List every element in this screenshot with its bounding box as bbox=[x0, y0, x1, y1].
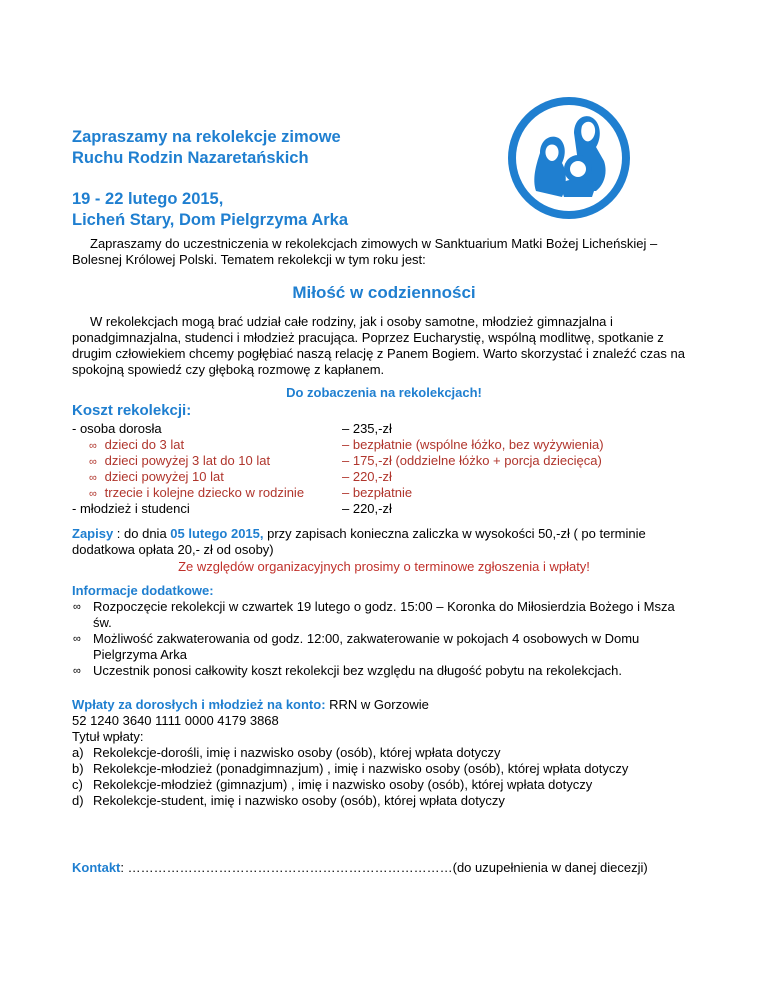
cost-row bbox=[72, 453, 692, 469]
registration-paragraph: Zapisy : do dnia 05 lutego 2015, przy zapisach konieczna zaliczka w wysokości 50,-zł ( po terminie dodatkowa opłata 20,- zł od osoby) bbox=[72, 526, 646, 557]
info-list bbox=[72, 599, 692, 679]
intro-paragraph: Zapraszamy do uczestniczenia w rekolekcjach zimowych w Sanktuarium Matki Bożej Licheńskiej – Bolesnej Królowej Polski. Tematem rekolekcji w tym roku jest: bbox=[72, 236, 658, 267]
header-line1: Zapraszamy na rekolekcje zimowe bbox=[72, 128, 341, 146]
list-item: b) Rekolekcje-młodzież (ponadgimnazjum) , imię i nazwisko osoby (osób), której wpłata dotyczy bbox=[72, 761, 629, 776]
list-item: ∞ Uczestnik ponosi całkowity koszt rekolekcji bez względu na długość pobytu na rekolekcjach. bbox=[73, 663, 622, 678]
event-date: 19 - 22 lutego 2015, bbox=[72, 190, 224, 208]
payment-title-list bbox=[72, 745, 692, 809]
cost-label: dzieci do 3 lat bbox=[104, 437, 185, 452]
infinity-bullet-icon: ∞ bbox=[89, 472, 97, 484]
theme-title: Miłość w codzienności bbox=[292, 283, 476, 302]
contact-dots: : ………………………………………………………………… bbox=[120, 860, 453, 875]
cost-row bbox=[72, 469, 692, 485]
payment-section bbox=[72, 697, 692, 809]
cost-label: dzieci powyżej 3 lat do 10 lat bbox=[104, 453, 271, 468]
info-heading: Informacje dodatkowe: bbox=[72, 583, 214, 598]
account-number: 52 1240 3640 1111 0000 4179 3868 bbox=[72, 713, 279, 728]
cost-label: - osoba dorosła bbox=[72, 421, 162, 436]
body-paragraph: W rekolekcjach mogą brać udział całe rodziny, jak i osoby samotne, młodzież gimnazjalna i ponadgimnazjalna, studenci i młodzież pracująca. Poprzez Eucharystię, wspólną modlitwę, spotkanie z drugim człowiekiem chcemy pogłębiać naszą relację z Panem Bogiem. Warto skorzystać i znaleźć czas na spokojną spowiedź czy głęboką rozmowę z kapłanem. bbox=[72, 314, 685, 377]
infinity-bullet-icon: ∞ bbox=[89, 488, 97, 500]
infinity-bullet-icon: ∞ bbox=[89, 440, 97, 452]
cost-label: trzecie i kolejne dziecko w rodzinie bbox=[104, 485, 305, 500]
cost-table bbox=[72, 421, 692, 517]
list-item: ∞ Rozpoczęcie rekolekcji w czwartek 19 lutego o godz. 15:00 – Koronka do Miłosierdzia Bożego i Msza św. bbox=[73, 599, 675, 630]
registration-deadline: 05 lutego 2015, bbox=[170, 526, 264, 541]
cost-label: - młodzież i studenci bbox=[72, 501, 190, 516]
see-you-text: Do zobaczenia na rekolekcjach! bbox=[286, 385, 482, 400]
registration-note: Ze względów organizacyjnych prosimy o terminowe zgłoszenia i wpłaty! bbox=[178, 559, 590, 574]
contact-line bbox=[72, 860, 692, 875]
list-item: ∞ Możliwość zakwaterowania od godz. 12:00, zakwaterowanie w pokojach 4 osobowych w Domu Pielgrzyma Arka bbox=[73, 631, 640, 662]
header-line2: Ruchu Rodzin Nazaretańskich bbox=[72, 149, 309, 167]
list-item: d) Rekolekcje-student, imię i nazwisko osoby (osób), której wpłata dotyczy bbox=[72, 793, 505, 808]
cost-heading: Koszt rekolekcji: bbox=[72, 402, 192, 419]
header bbox=[72, 127, 492, 231]
cost-row bbox=[72, 501, 692, 517]
cost-row bbox=[72, 485, 692, 501]
list-item: c) Rekolekcje-młodzież (gimnazjum) , imię i nazwisko osoby (osób), której wpłata dotyczy bbox=[72, 777, 593, 792]
cost-price: – bezpłatnie bbox=[342, 485, 413, 500]
contact-label: Kontakt bbox=[72, 860, 121, 875]
payment-label: Wpłaty za dorosłych i młodzież na konto: bbox=[72, 697, 326, 712]
list-item: a) Rekolekcje-dorośli, imię i nazwisko osoby (osób), której wpłata dotyczy bbox=[72, 745, 501, 760]
infinity-bullet-icon: ∞ bbox=[73, 665, 81, 677]
cost-price: – 235,-zł bbox=[342, 421, 392, 436]
registration-label: Zapisy bbox=[72, 526, 114, 541]
cost-price: – 220,-zł bbox=[342, 469, 392, 484]
payment-recipient: RRN w Gorzowie bbox=[325, 697, 429, 712]
infinity-bullet-icon: ∞ bbox=[73, 633, 81, 645]
cost-row bbox=[72, 437, 692, 453]
cost-price: – 175,-zł (oddzielne łóżko + porcja dziecięca) bbox=[342, 453, 602, 468]
infinity-bullet-icon: ∞ bbox=[89, 456, 97, 468]
event-place: Licheń Stary, Dom Pielgrzyma Arka bbox=[72, 211, 349, 229]
payment-title-label: Tytuł wpłaty: bbox=[72, 729, 144, 744]
cost-row bbox=[72, 421, 692, 437]
contact-note: (do uzupełnienia w danej diecezji) bbox=[452, 860, 648, 875]
infinity-bullet-icon: ∞ bbox=[73, 601, 81, 613]
cost-price: – bezpłatnie (wspólne łóżko, bez wyżywienia) bbox=[342, 437, 604, 452]
cost-label: dzieci powyżej 10 lat bbox=[104, 469, 224, 484]
cost-price: – 220,-zł bbox=[342, 501, 392, 516]
holy-family-logo-icon bbox=[504, 93, 634, 223]
